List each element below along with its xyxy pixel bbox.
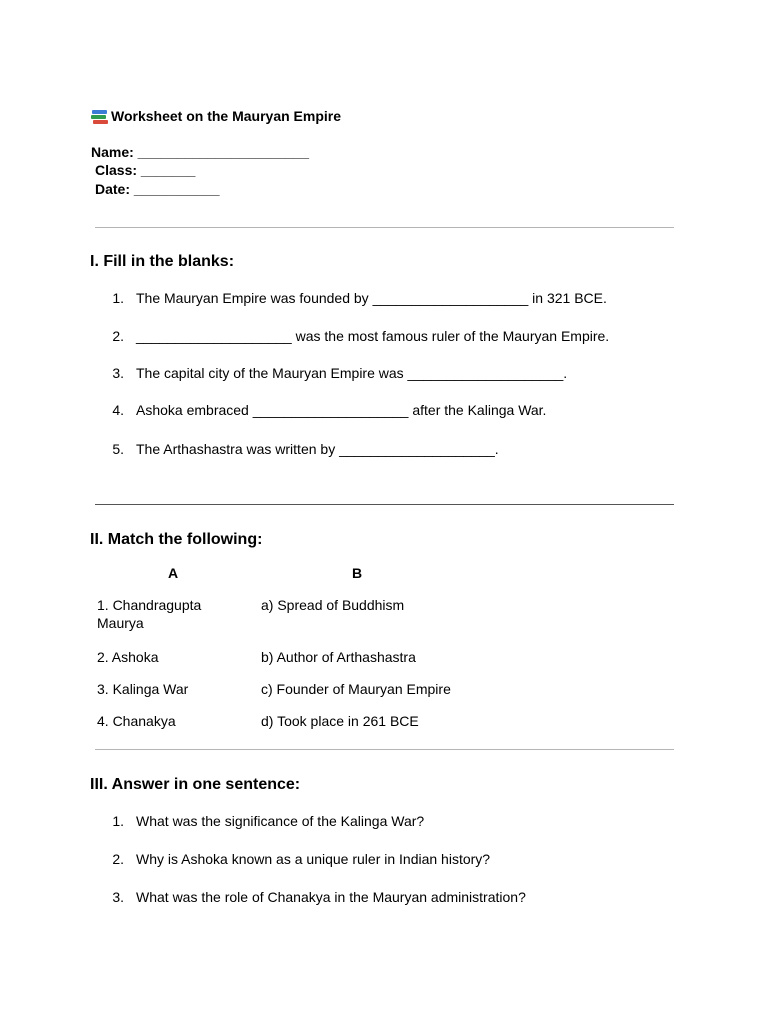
column-header-b: B <box>352 565 363 581</box>
list-item: ____________________ was the most famous ruler of the Mauryan Empire. <box>136 328 610 344</box>
match-item-b: d) Took place in 261 BCE <box>261 713 419 729</box>
match-item-a-continued: Maurya <box>97 615 144 631</box>
worksheet-title <box>91 108 341 124</box>
worksheet-title-text: Worksheet on the Mauryan Empire <box>111 108 342 124</box>
list-item: What was the significance of the Kalinga War? <box>136 813 425 829</box>
match-item-a: 4. Chanakya <box>97 713 176 729</box>
match-item-a: 2. Ashoka <box>97 649 159 665</box>
match-item-a: 1. Chandragupta <box>97 597 202 613</box>
list-item-number: 3. <box>112 889 124 905</box>
list-item-number: 3. <box>112 365 124 381</box>
date-field: Date: ___________ <box>95 181 220 197</box>
section-heading-fill-blanks: I. Fill in the blanks: <box>90 253 235 270</box>
list-item: Why is Ashoka known as a unique ruler in Indian history? <box>136 851 491 867</box>
list-item: The capital city of the Mauryan Empire was ____________________. <box>136 365 568 381</box>
list-item: What was the role of Chanakya in the Mauryan administration? <box>136 889 526 905</box>
divider <box>95 227 674 228</box>
divider <box>95 749 674 750</box>
class-field: Class: _______ <box>95 162 196 178</box>
match-item-b: b) Author of Arthashastra <box>261 649 416 665</box>
column-header-a: A <box>168 565 179 581</box>
list-item: The Mauryan Empire was founded by ____________________ in 321 BCE. <box>136 290 607 306</box>
books-icon <box>91 109 108 124</box>
list-item-number: 4. <box>112 402 124 418</box>
divider <box>95 504 674 505</box>
list-item: Ashoka embraced ____________________ after the Kalinga War. <box>136 402 547 418</box>
list-item-number: 1. <box>112 813 124 829</box>
list-item-number: 5. <box>112 441 124 457</box>
list-item-number: 2. <box>112 851 124 867</box>
match-item-b: a) Spread of Buddhism <box>261 597 405 613</box>
list-item: The Arthashastra was written by ____________________. <box>136 441 499 457</box>
section-heading-answer: III. Answer in one sentence: <box>90 776 301 793</box>
list-item-number: 2. <box>112 328 124 344</box>
list-item-number: 1. <box>112 290 124 306</box>
match-item-b: c) Founder of Mauryan Empire <box>261 681 451 697</box>
match-item-a: 3. Kalinga War <box>97 681 189 697</box>
name-field: Name: ______________________ <box>91 144 309 160</box>
section-heading-match: II. Match the following: <box>90 531 263 548</box>
